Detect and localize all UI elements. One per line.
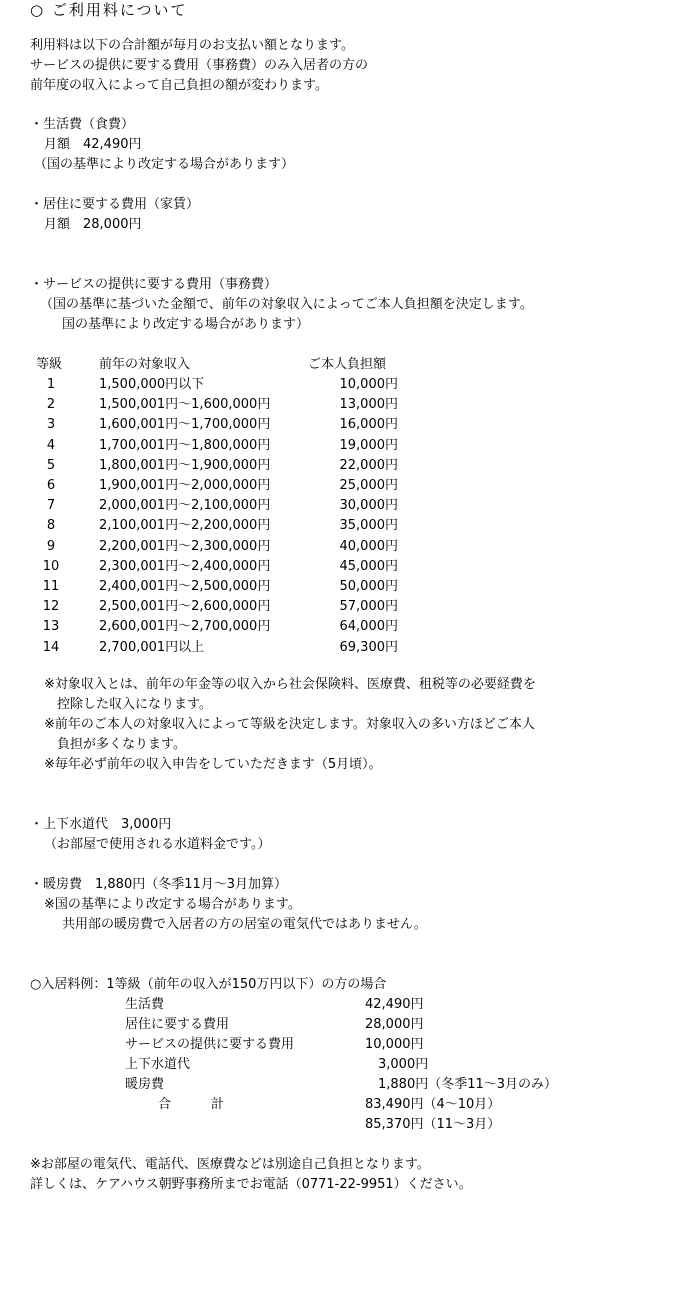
example-row (125, 1075, 645, 1095)
charge-cell: 50,000円 (339, 579, 398, 594)
example-total-row (125, 1115, 645, 1135)
heating-cost-heading: ・暖房費 1,880円（冬季11月～3月加算） (30, 877, 288, 892)
income-range-cell: 1,800,001円～1,900,000円 (99, 457, 271, 473)
charge-cell: 22,000円 (339, 457, 398, 473)
example-item-label: サービスの提供に要する費用 (125, 1037, 295, 1052)
notes-section (44, 675, 536, 775)
income-range-cell: 1,700,001円～1,800,000円 (99, 437, 271, 453)
table-row (36, 557, 496, 577)
housing-cost-amount: 月額 28,000円 (44, 217, 142, 232)
income-range-cell: 1,500,000円以下 (99, 377, 205, 392)
charge-cell: 64,000円 (339, 619, 398, 635)
income-range-cell: 1,500,001円～1,600,000円 (99, 397, 271, 413)
income-range-cell: 2,200,001円～2,300,000円 (99, 538, 271, 554)
living-cost-heading: ・生活費（食費） (30, 117, 135, 132)
living-cost-amount: 月額 42,490円 (44, 137, 142, 152)
example-total-row (125, 1095, 645, 1115)
grade-cell: 7 (46, 498, 56, 514)
grade-cell: 11 (42, 579, 60, 594)
table-row (36, 456, 496, 476)
example-item-label: 居住に要する費用 (125, 1017, 230, 1032)
table-row (36, 577, 496, 597)
water-cost-section (30, 815, 270, 855)
example-row (125, 1015, 645, 1035)
intro-line: サービスの提供に要する費用（事務費）のみ入居者の方の (30, 58, 369, 73)
income-range-cell: 2,000,001円～2,100,000円 (99, 498, 271, 514)
service-cost-note: 国の基準により改定する場合があります） (62, 317, 310, 332)
example-item-value: 10,000円 (365, 1037, 424, 1052)
table-row (36, 375, 496, 395)
income-range-cell: 2,500,001円～2,600,000円 (99, 599, 271, 615)
charge-cell: 10,000円 (339, 377, 398, 392)
income-range-cell: 2,300,001円～2,400,000円 (99, 558, 271, 574)
service-cost-note: （国の基準に基づいた金額で、前年の対象収入によってご本人負担額を決定します。 (40, 297, 533, 312)
heating-cost-note: ※国の基準により改定する場合があります。 (44, 897, 301, 912)
water-cost-heading: ・上下水道代 3,000円 (30, 817, 172, 832)
grade-cell: 4 (46, 437, 56, 453)
note-line: ※対象収入とは、前年の年金等の収入から社会保険料、医療費、租税等の必要経費を (44, 677, 536, 692)
column-header-grade: 等級 (36, 357, 63, 372)
example-item-label: 上下水道代 (125, 1057, 191, 1072)
heating-cost-section (30, 875, 427, 935)
example-row (125, 1055, 645, 1075)
table-row (36, 476, 496, 496)
heating-cost-note: 共用部の暖房費で入居者の方の居室の電気代ではありません。 (62, 917, 427, 932)
charge-cell: 45,000円 (339, 558, 398, 574)
service-cost-heading: ・サービスの提供に要する費用（事務費） (30, 277, 278, 292)
column-header-charge: ご本人負担額 (308, 357, 387, 372)
example-item-value: 1,880円（冬季11～3月のみ） (365, 1077, 558, 1092)
table-row (36, 395, 496, 415)
example-item-label: 暖房費 (125, 1077, 165, 1092)
intro-line: 前年度の収入によって自己負担の額が変わります。 (30, 78, 328, 93)
grade-cell: 1 (46, 377, 56, 392)
grade-cell: 10 (42, 558, 60, 574)
charge-cell: 40,000円 (339, 538, 398, 554)
example-item-value: 28,000円 (365, 1017, 424, 1032)
table-header-row (36, 355, 496, 375)
note-line: 負担が多くなります。 (44, 737, 186, 752)
footer-line: ※お部屋の電気代、電話代、医療費などは別途自己負担となります。 (30, 1157, 430, 1172)
example-heading: ○入居料例：1等級（前年の収入が150万円以下）の方の場合 (30, 977, 387, 992)
charge-cell: 16,000円 (339, 417, 398, 433)
income-range-cell: 2,400,001円～2,500,000円 (99, 579, 271, 594)
table-row (36, 415, 496, 435)
income-range-cell: 2,700,001円以上 (99, 639, 205, 655)
example-row (125, 995, 645, 1015)
grade-cell: 2 (46, 397, 56, 413)
grade-cell: 8 (46, 518, 56, 534)
charge-cell: 13,000円 (339, 397, 398, 413)
table-row (36, 638, 496, 658)
income-range-cell: 1,900,001円～2,000,000円 (99, 478, 271, 493)
table-row (36, 436, 496, 456)
grade-cell: 14 (42, 639, 60, 655)
example-item-value: 42,490円 (365, 997, 424, 1012)
charge-cell: 57,000円 (339, 599, 398, 615)
table-row (36, 597, 496, 617)
grade-cell: 12 (42, 599, 60, 615)
table-row (36, 496, 496, 516)
grade-cell: 6 (46, 478, 56, 493)
charge-cell: 69,300円 (339, 639, 398, 655)
example-total-winter: 85,370円（11～3月） (365, 1117, 501, 1132)
grade-cell: 9 (46, 538, 56, 554)
income-range-cell: 2,100,001円～2,200,000円 (99, 518, 271, 534)
charge-cell: 25,000円 (339, 478, 398, 493)
example-total-label: 合計 (158, 1097, 265, 1112)
note-line: 控除した収入になります。 (44, 697, 212, 712)
table-row (36, 537, 496, 557)
example-item-label: 生活費 (125, 997, 165, 1012)
living-cost-section (30, 115, 294, 175)
column-header-income: 前年の対象収入 (99, 357, 191, 372)
income-range-cell: 2,600,001円～2,700,000円 (99, 619, 271, 635)
grade-cell: 13 (42, 619, 60, 635)
charge-cell: 35,000円 (339, 518, 398, 534)
housing-cost-section (30, 195, 199, 235)
example-total-summer: 83,490円（4～10月） (365, 1097, 501, 1112)
intro-paragraph (30, 36, 368, 96)
note-line: ※毎年必ず前年の収入申告をしていただきます（5月頃）。 (44, 757, 382, 772)
footer-section (30, 1155, 472, 1195)
service-cost-section (30, 275, 533, 335)
charge-cell: 30,000円 (339, 498, 398, 514)
charge-cell: 19,000円 (339, 437, 398, 453)
water-cost-note: （お部屋で使用される水道料金です。） (44, 837, 271, 852)
intro-line: 利用料は以下の合計額が毎月のお支払い額となります。 (30, 38, 354, 53)
grade-cell: 5 (46, 457, 56, 473)
footer-line: 詳しくは、ケアハウス朝野事務所までお電話（0771-22-9951）ください。 (30, 1177, 472, 1192)
example-row (125, 1035, 645, 1055)
table-row (36, 516, 496, 536)
note-line: ※前年のご本人の対象収入によって等級を決定します。対象収入の多い方ほどご本人 (44, 717, 535, 732)
income-range-cell: 1,600,001円～1,700,000円 (99, 417, 271, 433)
table-row (36, 617, 496, 637)
living-cost-note: （国の基準により改定する場合があります） (34, 157, 295, 172)
housing-cost-heading: ・居住に要する費用（家賃） (30, 197, 200, 212)
grade-cell: 3 (46, 417, 56, 433)
example-item-value: 3,000円 (365, 1057, 429, 1072)
page-title: ○ ご利用料について (30, 1, 188, 19)
